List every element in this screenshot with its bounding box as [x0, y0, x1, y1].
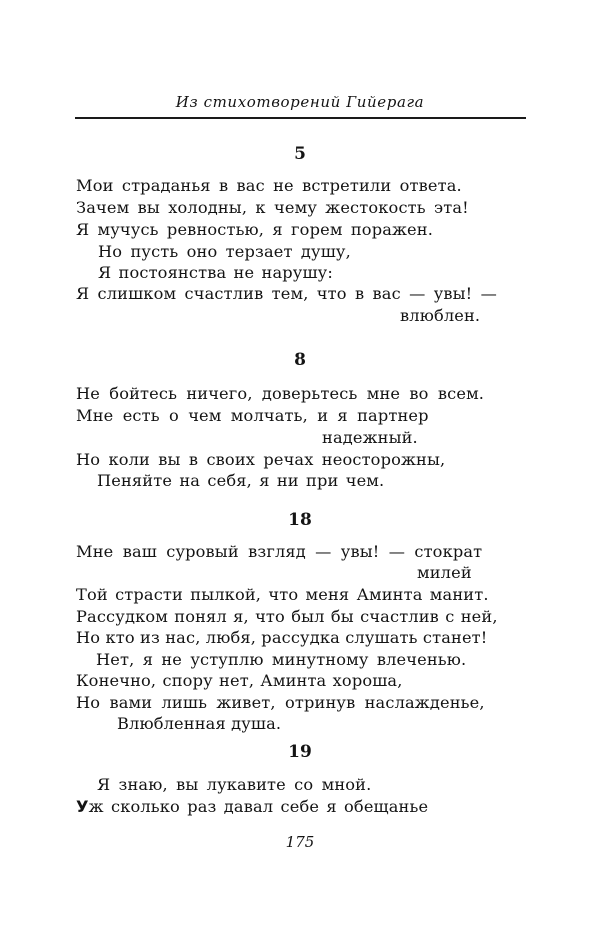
verse-line: Пеняйте на себя, я ни при чем. [97, 471, 385, 490]
poem-number: 8 [294, 350, 306, 370]
verse-line: Мне есть о чем молчать, и я партнер [76, 406, 429, 425]
verse-line-rest: ж сколько раз давал себе я обещанье [88, 797, 429, 816]
verse-line: Я постоянства не нарушу: [98, 263, 333, 282]
verse-line: Я слишком счастлив тем, что в вас — увы! — [76, 284, 497, 303]
verse-line: Нет, я не уступлю минутному влеченью. [96, 650, 467, 669]
verse-line: Влюбленная душа. [117, 714, 282, 733]
verse-line: Мои страданья в вас не встретили ответа. [76, 176, 462, 195]
verse-line [76, 797, 428, 816]
verse-line: Той страсти пылкой, что меня Аминта манит. [76, 585, 489, 604]
running-head: Из стихотворений Гийерага [175, 93, 425, 111]
verse-line: Я знаю, вы лукавите со мной. [97, 775, 372, 794]
page-number: 175 [285, 833, 315, 851]
verse-line: Конечно, спору нет, Аминта хороша, [76, 671, 403, 690]
poem-number: 19 [288, 742, 312, 762]
verse-line: Но кто из нас, любя, рассудка слушать станет! [76, 628, 488, 647]
poem-number: 18 [288, 510, 312, 530]
verse-line-carryover: влюблен. [400, 306, 481, 325]
verse-line: Но пусть оно терзает душу, [98, 242, 351, 261]
verse-line-carryover: милей [417, 563, 472, 582]
verse-line: Рассудком понял я, что был бы счастлив с ней, [76, 607, 498, 626]
verse-line-carryover: надежный. [322, 428, 418, 447]
poem-number: 5 [294, 144, 306, 164]
verse-line: Я мучусь ревностью, я горем поражен. [76, 220, 434, 239]
header-rule [75, 117, 526, 119]
verse-line: Зачем вы холодны, к чему жестокость эта! [76, 198, 469, 217]
bold-initial: У [76, 797, 89, 816]
verse-line: Мне ваш суровый взгляд — увы! — стократ [76, 542, 483, 561]
verse-line: Но вами лишь живет, отринув наслажденье, [76, 693, 485, 712]
verse-line: Но коли вы в своих речах неосторожны, [76, 450, 446, 469]
verse-line: Не бойтесь ничего, доверьтесь мне во всем. [76, 384, 485, 403]
